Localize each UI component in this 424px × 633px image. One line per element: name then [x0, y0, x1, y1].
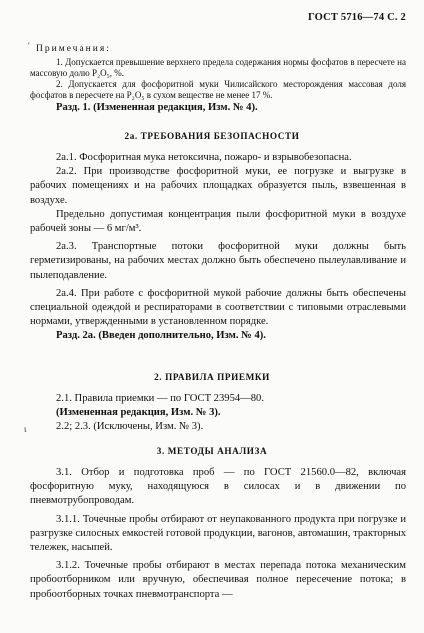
note-2: 2. Допускается для фосфоритной муки Чилисайского месторождения массовая доля фосфатов в пересчете на P₂O₅ в сухом веществе не менее 17 %.: [30, 79, 406, 100]
para-2a-3: 2а.3. Транспортные потоки фосфоритной муки должны быть герметизированы, на рабочих местах должно быть обеспечено пылеулавливание и пылеподавление.: [30, 241, 406, 281]
section2a-edit-note: Разд. 2а. (Введен дополнительно, Изм. № 4).: [56, 330, 266, 342]
notes-block: [30, 44, 406, 101]
para-3-1: 3.1. Отбор и подготовка проб — по ГОСТ 21560.0—82, включая фосфоритную муку, находящуюся в силосах и в движении по пневмотрубопроводам.: [30, 467, 406, 507]
para-2a-1: 2а.1. Фосфоритная мука нетоксична, пожаро- и взрывобезопасна.: [56, 152, 352, 163]
scan-mark: ι: [24, 424, 27, 434]
section2a-body: [30, 151, 406, 344]
para-2a-limit: Предельно допустимая концентрация пыли фосфоритной муки в воздухе рабочей зоны — 6 мг/м³.: [30, 208, 406, 235]
page-header: ГОСТ 5716—74 С. 2: [307, 12, 406, 23]
notes-title: Примечания:: [36, 44, 111, 54]
para-2a-2: 2а.2. При производстве фосфоритной муки, ее погрузке и выгрузке в рабочих помещениях и на рабочих площадках образуется пыль, взвешенная в воздухе.: [30, 166, 406, 206]
note-1: 1. Допускается превышение верхнего предела содержания нормы фосфатов в пересчете на массовую долю P₂O₅, %.: [30, 57, 406, 78]
section2-heading: 2. ПРАВИЛА ПРИЕМКИ: [154, 372, 270, 382]
para-3-1-1: 3.1.1. Точечные пробы отбирают от неупакованного продукта при погрузке и разгрузке силосных емкостей готовой продукции, вагонов, автомашин, тракторных тележек, насыпей.: [30, 513, 406, 554]
para-2-1: 2.1. Правила приемки — по ГОСТ 23954—80.: [56, 393, 265, 404]
para-3-1-2: 3.1.2. Точечные пробы отбирают в местах перепада потока механическим пробоотборником или вручную, обеспечивая полное пересечение потока; в пробоотборных точках пневмотранспорта —: [30, 560, 406, 600]
section3-heading: 3. МЕТОДЫ АНАЛИЗА: [156, 446, 268, 456]
para-2a-4: 2а.4. При работе с фосфоритной мукой рабочие должны быть обеспечены специальной одеждой и респираторами в соответствии с типовыми отраслевыми нормами, утвержденными в установленном порядке.: [30, 287, 406, 328]
section2a-heading: 2а. ТРЕБОВАНИЯ БЕЗОПАСНОСТИ: [124, 131, 300, 141]
section1-edit-note: Разд. 1. (Измененная редакция, Изм. № 4).: [56, 102, 258, 113]
section2-body: [30, 392, 406, 435]
para-2-2-3: 2.2; 2.3. (Исключены, Изм. № 3).: [56, 421, 204, 433]
para-2-1-edit: (Измененная редакция, Изм. № 3).: [56, 407, 221, 419]
section3-body: [30, 466, 406, 602]
scan-mark: ': [28, 41, 30, 51]
